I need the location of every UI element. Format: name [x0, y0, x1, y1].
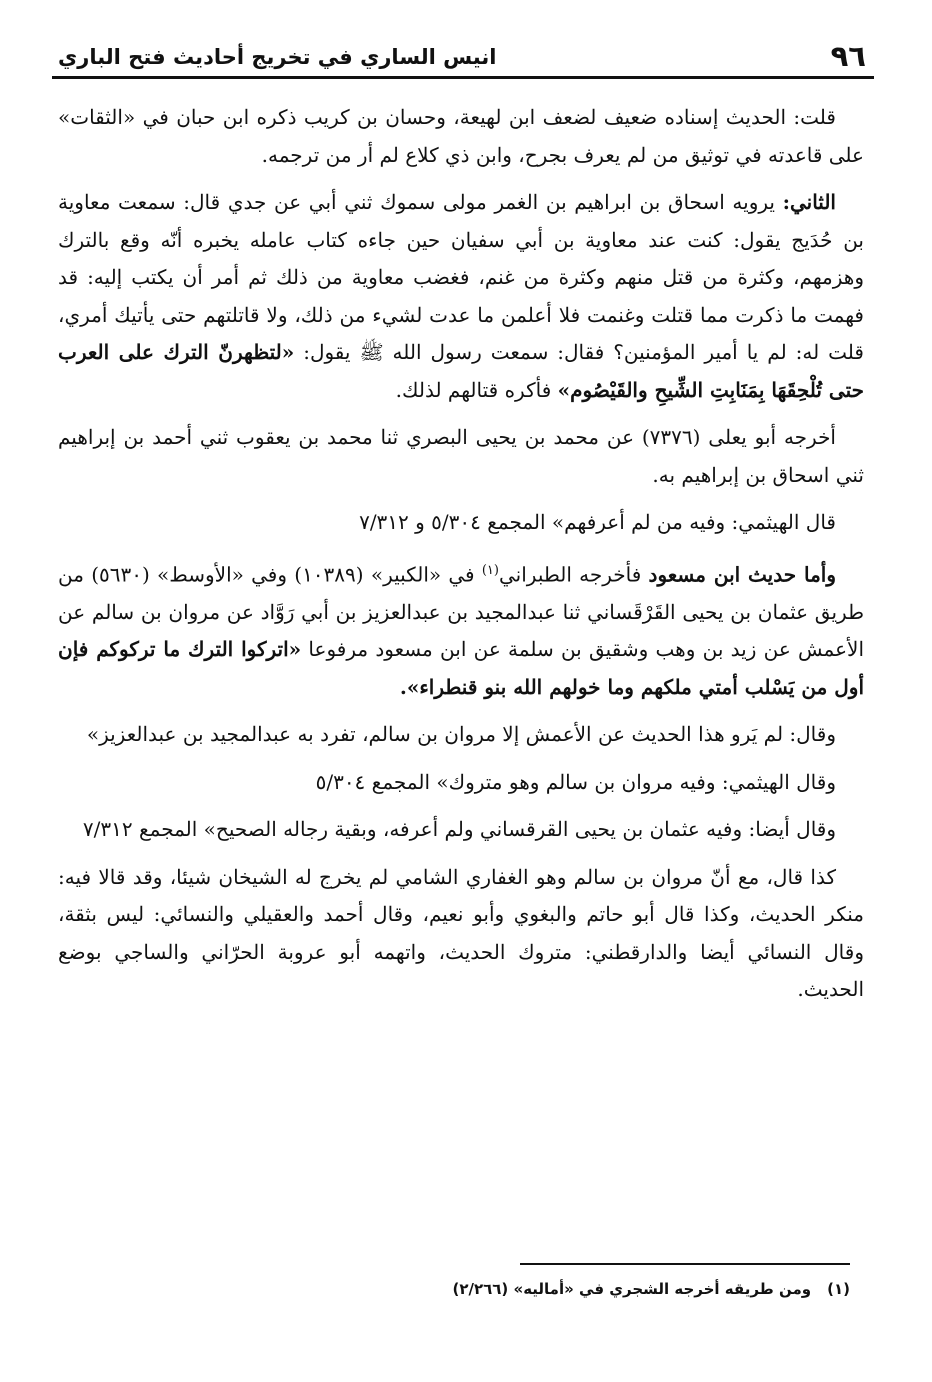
bold-text: وأما حديث ابن مسعود — [648, 562, 836, 587]
text-segment: يرويه اسحاق بن ابراهيم بن الغمر مولى سموك ثني أبي عن جدي قال: سمعت معاوية بن حُدَيج يقول: كنت عند معاوية بن أبي سفيان حين جاءه كتاب عامله يخبره أنّه وقع بالترك وهزمهم، وكثرة من قتل منهم وكثرة من غنم، فغضب معاوية من ذلك ثم أمر أن يكتب إليه: قد فهمت ما ذكرت مما قتلت وغنمت فلا أعلمن ما عدت لشيء من ذلك، ولا قاتلتهم حتى يأتيك أمري، قلت له: لم يا أمير المؤمنين؟ فقال: سمعت رسول الله ﷺ يقول: — [58, 190, 864, 364]
page-number: ٩٦ — [830, 39, 866, 73]
text-segment: أخرجه أبو يعلى (٧٣٧٦) عن محمد بن يحيى البصري ثنا محمد بن يعقوب ثني أحمد بن إبراهيم ثني اسحاق بن إبراهيم به. — [58, 425, 864, 487]
text-segment: وقال أيضا: وفيه عثمان بن يحيى القرقساني ولم أعرفه، وبقية رجاله الصحيح» المجمع ٧/٣١٢ — [82, 817, 836, 842]
text-segment: وقال: لم يَرو هذا الحديث عن الأعمش إلا مروان بن سالم، تفرد به عبدالمجيد بن عبدالعزيز» — [86, 722, 836, 747]
body-text — [58, 99, 864, 1019]
paragraph-p3 — [58, 419, 864, 494]
text-segment: كذا قال، مع أنّ مروان بن سالم وهو الغفاري الشامي لم يخرج له الشيخان شيئا، وقد قالا فيه: منكر الحديث، وكذا قال أبو حاتم والبغوي وأبو نعيم، وقال أحمد والعقيلي والنسائي: ليس بثقة، وقال النسائي أيضا والدارقطني: متروك الحديث، واتهمه أبو عروبة الحرّاني والساجي بوضع الحديث. — [58, 864, 864, 1002]
footnote-text: ومن طريقه أخرجه الشجري في «أماليه» (٢/٢٦٦) — [452, 1280, 812, 1298]
paragraph-p8 — [58, 811, 864, 849]
page-header — [52, 36, 874, 79]
footnote-marker: (١) — [827, 1280, 850, 1298]
paragraph-p4 — [58, 504, 864, 542]
text-segment: وقال الهيثمي: وفيه مروان بن سالم وهو متروك» المجمع ٥/٣٠٤ — [315, 769, 836, 794]
paragraph-p9 — [58, 859, 864, 1009]
paragraph-p5 — [58, 552, 864, 707]
text-segment: في «الكبير» (١٠٣٨٩) وفي «الأوسط» (٥٦٣٠) من طريق عثمان بن يحيى القَرْقَساني ثنا عبدالمجيد بن عبدالعزيز بن أبي رَوَّاد عن مروان بن سالم عن الأعمش عن زيد بن وهب وشقيق بن سلمة عن ابن مسعود مرفوعا — [58, 562, 864, 662]
text-segment: قلت: الحديث إسناده ضعيف لضعف ابن لهيعة، وحسان بن كريب ذكره ابن حبان في «الثقات» على قاعدته في توثيق من لم يعرف بجرح، وابن ذي كلاع لم أر من ترجمه. — [58, 105, 864, 167]
bold-text: الثاني: — [782, 190, 836, 214]
paragraph-p6 — [58, 716, 864, 754]
paragraph-p7 — [58, 764, 864, 802]
paragraph-p2 — [58, 184, 864, 409]
footnote — [58, 1274, 850, 1304]
bold-text: «لتظهرنّ الترك على العرب حتى تُلْحِقَهَا بِمَنَابِتِ الشِّيحِ والقَيْصُوم» — [58, 340, 864, 402]
running-title: انيس الساري في تخريج أحاديث فتح الباري — [58, 45, 497, 69]
bold-text: «اتركوا الترك ما تركوكم فإن أول من يَسْلب أمتي ملكهم وما خولهم الله بنو قنطراء». — [58, 637, 864, 699]
footnote-separator — [520, 1263, 850, 1265]
paragraph-p1 — [58, 99, 864, 174]
text-segment: قال الهيثمي: وفيه من لم أعرفهم» المجمع ٥/٣٠٤ و ٧/٣١٢ — [359, 510, 836, 534]
text-segment: فأخرجه الطبراني — [498, 562, 649, 587]
footnote-reference: (١) — [481, 562, 499, 578]
text-segment: فأكره قتالهم لذلك. — [395, 377, 558, 402]
